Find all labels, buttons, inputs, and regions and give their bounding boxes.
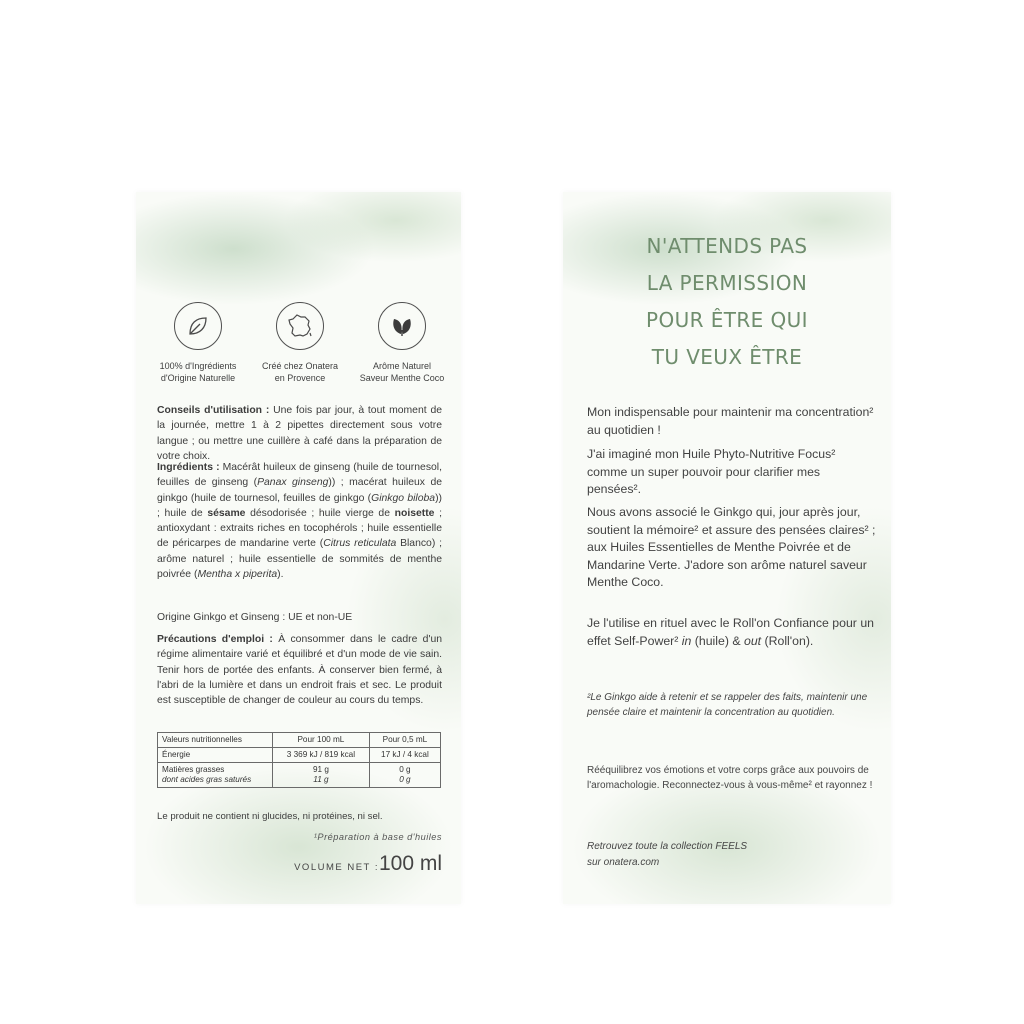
feature-2-line1: Créé chez Onatera <box>261 361 339 371</box>
volume-label: VOLUME NET : <box>294 862 379 873</box>
nutrition-table <box>157 732 441 788</box>
features-row <box>150 302 450 384</box>
ingredients-part: ). <box>277 569 284 581</box>
feature-3-line1: Arôme Naturel <box>372 361 432 371</box>
no-content-note: Le produit ne contient ni glucides, ni protéines, ni sel. <box>157 811 383 822</box>
nutrition-fat-label: Matières grasses <box>162 765 225 774</box>
origin-line: Origine Ginkgo et Ginseng : UE et non-UE <box>157 612 353 623</box>
ingredients <box>157 460 442 582</box>
feature-provence <box>252 302 348 384</box>
focus-paragraph: J'ai imaginé mon Huile Phyto-Nutritive Focus² comme un super pouvoir pour clarifier mes pensées². <box>587 447 836 497</box>
feature-natural-origin <box>150 302 246 384</box>
ingredients-part: désodorisée ; huile vierge de <box>245 507 395 519</box>
slogan-line: POUR ÊTRE QUI <box>646 308 808 332</box>
nutrition-header-row <box>158 733 441 748</box>
ingredients-part: ; antioxydant : extraits riches en tocophérols ; huile essentielle de péricarpes de mandarine verte ( <box>157 507 442 550</box>
nutrition-fat-05: 0 g <box>399 765 411 774</box>
ingredients-part: )) ; macérat huileux de ginkgo (huile de tournesol, feuilles de ginkgo ( <box>157 477 443 504</box>
precautions-text: À consommer dans le cadre d'un régime alimentaire varié et équilibré et d'un mode de vie sain. Tenir hors de portée des enfants. À conserver bien fermé, à l'abri de la lumière et dans un endroit frais et sec. Le produit est susceptible de changer de couleur au cours du temps. <box>157 634 443 707</box>
ritual-out: out <box>743 633 762 648</box>
ingredients-latin: Citrus reticulata <box>323 538 397 550</box>
slogan-line: TU VEUX ÊTRE <box>651 345 803 369</box>
volume-value: 100 ml <box>378 852 442 875</box>
net-volume <box>157 852 442 876</box>
left-box-panel <box>136 192 461 904</box>
slogan-line: N'ATTENDS PAS <box>646 234 808 258</box>
ritual-text: Je l'utilise en rituel avec le Roll'on Confiance pour un effet Self-Power² <box>587 616 875 648</box>
preparation-footnote: ¹Préparation à base d'huiles <box>313 832 442 842</box>
nutrition-cell: Énergie <box>158 748 273 763</box>
aromachology-paragraph: Rééquilibrez vos émotions et votre corps grâce aux pouvoirs de l'aromachologie. Reconnectez-vous à vous-même² et rayonnez ! <box>587 765 873 792</box>
ingredients-allergen: noisette <box>394 507 435 519</box>
right-box-panel <box>563 192 891 904</box>
ritual-paragraph <box>587 615 877 650</box>
usage-title: Conseils d'utilisation : <box>157 405 270 416</box>
nutrition-fat-label-cell <box>158 763 273 788</box>
usage-instructions <box>157 403 442 464</box>
ingredients-title: Ingrédients : <box>157 462 220 473</box>
slogan <box>563 228 891 376</box>
ingredients-latin: Mentha x piperita <box>197 569 278 581</box>
nutrition-cell: 3 369 kJ / 819 kcal <box>273 748 370 763</box>
feature-3-line2: Saveur Menthe Coco <box>359 373 445 383</box>
nutrition-fat-05-cell <box>369 763 440 788</box>
slogan-line: LA PERMISSION <box>646 271 808 295</box>
nutrition-energy-row <box>158 748 441 763</box>
ginkgo-paragraph: Nous avons associé le Ginkgo qui, jour après jour, soutient la mémoire² et assure des pensées claires² ; aux Huiles Essentielles de Menthe Poivrée et de Mandarine Verte. J'adore son arôme naturel saveur Menthe Coco. <box>587 505 876 590</box>
nutrition-fat-100-cell <box>273 763 370 788</box>
intro-paragraph: Mon indispensable pour maintenir ma concentration² au quotidien ! <box>587 405 874 437</box>
ritual-text: (Roll'on). <box>761 633 814 648</box>
feature-2-line2: en Provence <box>274 373 326 383</box>
ingredients-latin: Ginkgo biloba <box>371 492 436 504</box>
collection-line-1: Retrouvez toute la collection FEELS <box>587 841 748 852</box>
feature-natural-aroma <box>354 302 450 384</box>
ingredients-allergen: sésame <box>207 507 246 519</box>
leaf-icon <box>174 302 222 350</box>
ingredients-latin: Panax ginseng <box>257 477 329 489</box>
precautions <box>157 632 442 708</box>
ingredients-part: Blanco) ; arôme naturel ; huile essentielle de sommités de menthe poivrée ( <box>157 538 442 581</box>
ginkgo-footnote: ²Le Ginkgo aide à retenir et se rappeler des faits, maintenir une pensée claire et maintenir la concentration au quotidien. <box>587 692 868 719</box>
two-leaves-icon <box>378 302 426 350</box>
ritual-in: in <box>681 633 692 648</box>
feature-1-line1: 100% d'Ingrédients <box>159 361 237 371</box>
ingredients-part: )) ; huile de <box>157 492 442 519</box>
collection-line-2: sur onatera.com <box>587 857 660 868</box>
ingredients-part: Macérât huileux de ginseng (huile de tournesol, feuilles de ginseng ( <box>157 462 442 489</box>
nutrition-header-cell: Valeurs nutritionnelles <box>158 733 273 748</box>
nutrition-fat-row <box>158 763 441 788</box>
nutrition-header-cell: Pour 100 mL <box>273 733 370 748</box>
france-map-icon <box>276 302 324 350</box>
feature-1-line2: d'Origine Naturelle <box>160 373 236 383</box>
ritual-text: (huile) & <box>691 633 744 648</box>
nutrition-fat-sat-05: 0 g <box>399 775 411 784</box>
precautions-title: Précautions d'emploi : <box>157 634 273 645</box>
nutrition-cell: 17 kJ / 4 kcal <box>369 748 440 763</box>
nutrition-fat-sub-label: dont acides gras saturés <box>162 775 252 784</box>
nutrition-header-cell: Pour 0,5 mL <box>369 733 440 748</box>
usage-text: Une fois par jour, à tout moment de la journée, mettre 1 à 2 pipettes directement sous votre langue ; ou mettre une cuillère à café dans la préparation de votre choix. <box>157 405 442 462</box>
nutrition-fat-100: 91 g <box>312 765 329 774</box>
nutrition-fat-sat-100: 11 g <box>313 775 329 784</box>
